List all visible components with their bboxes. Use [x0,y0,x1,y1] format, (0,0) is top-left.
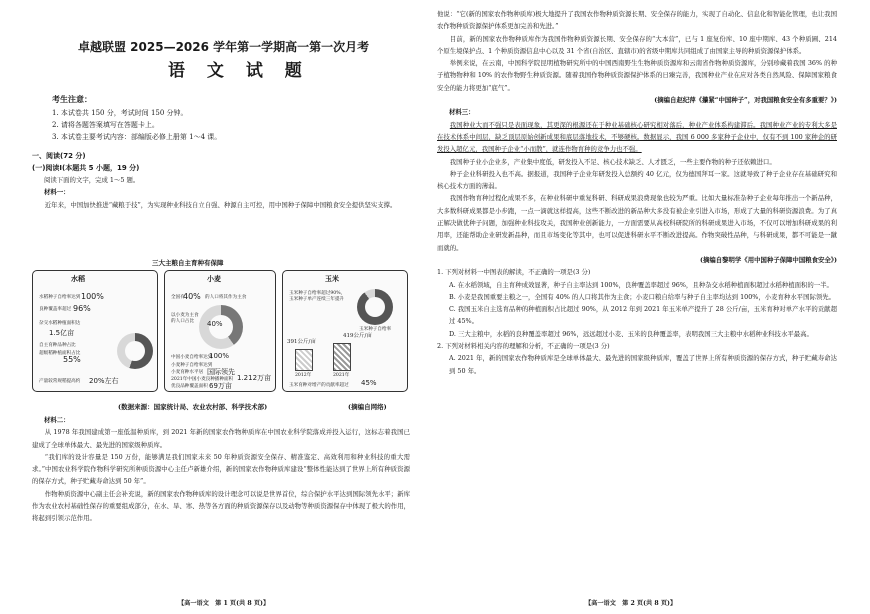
material-2-label: 材料二： [44,416,70,424]
wheat-label-2: 以小麦为主食的人口占比 [171,313,199,324]
page-footer-right: 【高一语文 第 2 页(共 8 页)】 [585,600,677,607]
exam-notice [52,94,221,143]
paragraph: 我国种业大而不强只是表面现象，其更深的根源还在于种业基础核心研究相对落后，种业产业体系构建滞后。我国种业产业的专利大多是在技术体系中间层，缺乏顶层原始创新成果和底层落地技术，不够硬核。数据显示，我国 6 000 多家种子企业中，仅有不到 100 家种企的研发投入超亿元，我国种子企业“小而散”，就连作物育种的竞争力也不强。 [437,120,837,154]
notice-item: 2. 请将各题答案填写在答题卡上。 [52,121,159,129]
wheat-value-5: 国际领先 [207,368,235,376]
corn-value-3: 45% [361,379,377,387]
material-3-label: 材料三： [449,108,475,117]
instruction: 阅读下面的文字，完成 1～5 题。 [44,176,140,184]
corn-bar-2021 [333,343,351,371]
material-1-label: 材料一： [44,188,70,197]
rice-label-5: 超级稻种植面积占比 [39,351,81,356]
paragraph: 他说：“它(新的国家农作物种质库)极大地提升了我国农作物种质资源长期、安全保存的能力，实现了自动化、信息化和智能化管理，也让我国农作物种质资源保护体系更加完善和先进。” [437,10,837,31]
exam-title: 卓越联盟 2025—2026 学年第一学期高一第一次月考 [78,40,370,54]
wheat-label-5: 小麦育种水平居 [171,370,204,375]
rice-title: 水稻 [71,275,85,283]
paragraph: 我国种子业小企业多，产业集中度低，研发投入不足、核心技术缺乏、人才匮乏，一些主要作物的种子还依赖进口。 [449,157,776,166]
wheat-label-1b: 的人口将其作为主食 [205,295,247,300]
corn-yield-2: 419公斤/亩 [343,333,372,339]
wheat-label-6: 2021年中国小麦良种播种面积 [171,377,234,382]
corn-label-1: 玉米种子自给率超过90%，玉米种子单产连续三年提升 [289,291,346,302]
question-2-option-a: A. 2021 年，新的国家农作物种质库是全球单体最大、最先进的国家级种质库，覆盖了世界上所有种质资源的保存方式，种子贮藏寿命达到 50 年。 [449,354,837,375]
grain-infographic [32,258,410,398]
section-heading: 一、阅读(72 分) [32,152,86,160]
rice-panel [32,270,158,392]
wheat-value-7: 69万亩 [209,382,232,390]
question-1-option-a: A. 在水稻领域，自主育种成效显著，种子自主率达到 100%，良种覆盖率超过 96%，且种杂交水稻种植面积超过水稻种植面积的一半。 [449,280,833,289]
question-2: 2. 下列对材料相关内容的理解和分析，不正确的一项是(3 分) [437,342,610,351]
wheat-value-3: 100% [209,352,230,360]
corn-label-2: 玉米种子自给率 [359,327,392,332]
corn-year-1: 2012年 [295,373,312,378]
rice-value-3: 1.5亿亩 [49,329,75,337]
infographic-title: 三大主粮自主育种有保障 [152,259,224,267]
notice-item: 1. 本试卷共 150 分，考试时间 150 分钟。 [52,109,188,117]
material-2 [32,414,410,525]
rice-donut [117,333,153,369]
wheat-panel [164,270,276,392]
wheat-pie [199,305,243,349]
rice-label-1: 水稻种子自给率达到 [39,295,81,300]
corn-year-2: 2021年 [333,373,350,378]
rice-value-5: 55% [63,355,81,364]
question-1-option-c: C. 我国玉米自主选育品种的种植面积占比超过 90%，从 2012 年到 2021 年玉米单产提升了 28 公斤/亩，玉米育种对单产水平的贡献超过 45%。 [449,305,837,326]
material-2-paragraph: “我们库的设计容量是 150 万份，能够满足我们国家未来 50 年种质资源安全保存、精准鉴定、高效利用和种业科技的重大需求。”中国农业科学院作物科学研究所种质资源中心主任卢新雄介绍，新的国家农作物种质库建设“整体性能达到了世界上所有种质资源的保存方式，种子贮藏寿命达到 50 年”。 [32,452,410,486]
corn-yield-1: 391公斤/亩 [287,339,316,345]
question-1: 1. 下列对材料一中图表的解读，不正确的一项是(3 分) [437,268,591,277]
rice-value-6: 20%左右 [89,377,119,385]
right-body [437,8,837,377]
wheat-value-1: 40% [183,292,201,301]
paragraph: 目前，新的国家农作物种质库作为我国作物种质资源长期、安全保存的“大本营”，已与 1 座复份库、10 座中期库、43 个种质圃、214 个原生境保护点、1 个种质资源信息中心以及 31 个省(自治区、直辖市)的省级中期库共同组成了由国家主导的种质资源保护体系。 [437,34,837,55]
material-2-source: (摘编自赵纪萍《攥紧“中国种子”，对我国粮食安全有多重要？》) [654,96,837,105]
rice-label-4: 自主育种品种占比 [39,343,76,348]
reading-intro [32,150,410,211]
data-source-caption: (数据来源：国家统计局、农业农村部、科学技术部) [118,403,268,411]
material-2-paragraph: 从 1978 年我国建成第一座低温种质库，到 2021 年新的国家农作物种质库在中国农业科学院落成并投入运行，这标志着我国已建成了全球单体最大、最先进的国家级种质库。 [32,428,410,449]
page-footer-left: 【高一语文 第 1 页(共 8 页)】 [178,600,270,607]
wheat-label-4: 小麦种子自给率达到 [171,363,213,368]
material-3-source: (摘编自黎明学《用中国种子保障中国粮食安全》) [699,255,837,264]
notice-heading: 考生注意： [52,95,92,104]
corn-panel [282,270,408,392]
rice-value-1: 100% [81,292,104,301]
notice-item: 3. 本试卷主要考试内容：部编版必修上册第 1～4 课。 [52,133,222,141]
corn-title: 玉米 [325,275,339,283]
wheat-label-3: 中国小麦自给率达到 [171,355,213,360]
wheat-value-6: 1.212万亩 [237,374,272,382]
wheat-label-7: 优良品种覆盖面积 [171,384,208,389]
wheat-pie-value: 40% [207,320,223,328]
page-right [435,0,870,614]
material-1-paragraph: 近年来，中国加快推进“藏粮于技”，为实现种业科技自立自强、种源自主可控，用中国种子保障中国粮食安全提供坚实支撑。 [44,200,397,209]
paragraph: 举例来说，在云南，中国科学院昆明植物研究所中的中国西南野生生物种质资源库和云南省作物种质资源库，分别珍藏着我国 36% 的种子植物物种和 10% 的农作物野生种质资源。随着我国作物种质资源保护体系的日臻完善，我国种业产业在应对各类自然风险、保障国家粮食安全的能力将更加“底气”。 [437,59,837,92]
subsection-heading: (一)阅读Ⅰ(本题共 5 小题，19 分) [32,164,140,172]
question-1-option-d: D. 三大主粮中，水稻的良种覆盖率超过 96%，远远超过小麦、玉米的良种覆盖率，表明我国三大主粮中水稻种业科技水平最高。 [449,329,813,338]
wheat-label-1: 全国有 [171,295,185,300]
paragraph: 种子企业科研投入也不高。据报道，我国种子企业年研发投入总额约 40 亿元，仅为德国拜耳一家。这就导致了种子企业存在基础研究和核心技术方面的薄弱。 [437,169,837,191]
rice-label-6: 产量较常规稻提高约 [39,379,81,384]
question-1-option-b: B. 小麦是我国重要主粮之一，全国有 40% 的人口将其作为主食；小麦口粮自给率与种子自主率均达到 100%，小麦育种水平国际领先。 [449,292,836,301]
corn-label-3: 玉米育种对增产的贡献率超过 [289,383,349,388]
rice-value-2: 96% [73,304,91,313]
subject-title: 语 文 试 题 [168,61,310,81]
corn-bar-2012 [295,349,313,371]
material-2-paragraph: 作物种质资源中心副主任会补充说，新的国家农作物种质库的设计理念可以说是世界首位，综合保护水平达到国际领先水平；新库作为农业农村基础性保存的重要组成部分，在水、旱、寒、热等各方面的种质资源保存以及动物等种质资源保存中体现了极大的作用，将起到引领示范作用。 [32,489,410,523]
material-1-source: (摘编自网络) [348,403,387,411]
corn-donut [357,289,393,325]
rice-label-2: 良种覆盖率超过 [39,307,72,312]
paragraph: 我国作物育种过程化成果不多，在种业科研中重复科研、科研成果浪费现象也较为严重。比如大量标准杂种子企业每年推出一个新品种，大多数科研成果都是小步跑，一点一滴就这样提高，这些不断改进的新品种大多没有被企业引进入市场，形成了大量的科研资源浪费。为了真正解决做优种子问题，加强种业科技攻关，我国种业创新能力，一方面需要从高校科研院所的科研成果进入市场，不仅可以增加科研成果的利用率，还能帮助企业研发新品种，而且市场变化等其中，也可以促进科研水平不断改进提高。作物突破性品种，与科研成果，都不可能是一蹴而就的。 [437,194,837,252]
rice-label-3: 杂交水稻种植面积达 [39,321,81,326]
wheat-title: 小麦 [207,275,221,283]
